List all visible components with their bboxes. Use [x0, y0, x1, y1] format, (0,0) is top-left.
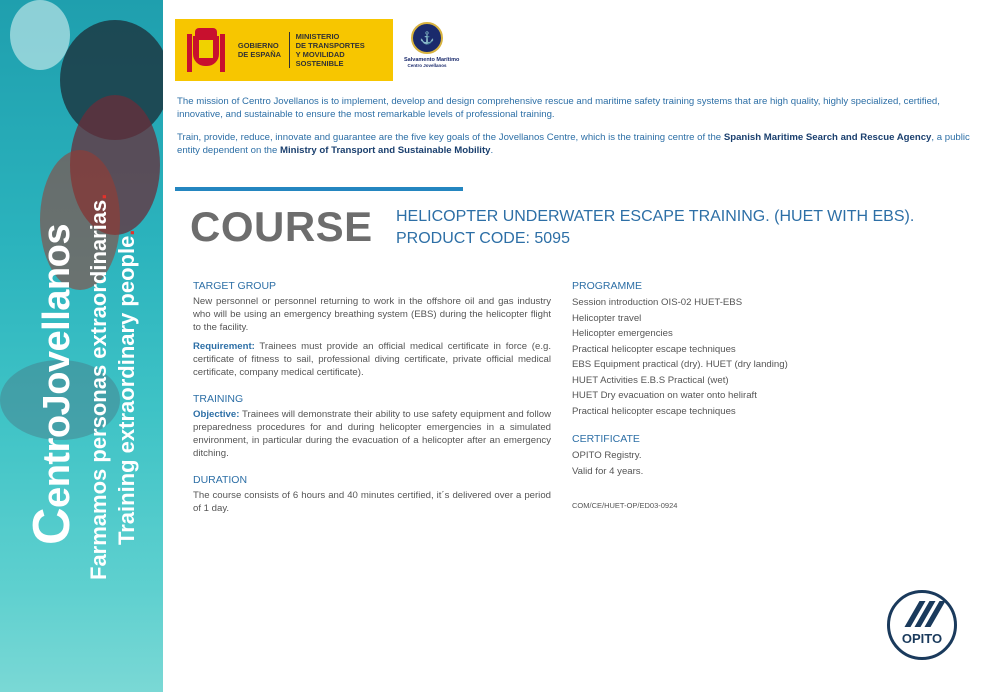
duration-heading: DURATION — [193, 474, 248, 486]
programme-item: Session introduction OIS-02 HUET-EBS — [572, 297, 743, 308]
product-code: PRODUCT CODE: 5095 — [396, 230, 570, 247]
target-group-heading: TARGET GROUP — [193, 280, 277, 292]
programme-item: Helicopter emergencies — [572, 328, 673, 339]
slogan-spanish: Farmamos personas extraordinarias. — [86, 193, 111, 580]
mission-paragraph-1: The mission of Centro Jovellanos is to implement, develop and design comprehensive rescue and maritime safety training systems that are high quality, highly specialized, certified, innovative, and sustainable to ensure the most remarkable levels of professional training. — [177, 96, 940, 120]
programme-heading: PROGRAMME — [572, 280, 643, 292]
programme-item: HUET Activities E.B.S Practical (wet) — [572, 374, 729, 386]
target-group-section — [193, 280, 551, 379]
mission-paragraph-2: Train, provide, reduce, innovate and guarantee are the five key goals of the Jovellanos Centre, which is the training centre of the Spanish Maritime Search and Rescue Agency, a public entity dependent on the Ministry of Transport and Sustainable Mobility. — [177, 132, 970, 156]
programme-item: Helicopter travel — [572, 312, 642, 324]
programme-item: Practical helicopter escape techniques — [572, 343, 736, 355]
programme-item: HUET Dry evacuation on water onto heliraft — [572, 390, 757, 401]
duration-section — [193, 474, 551, 515]
mission-statement — [177, 95, 987, 157]
slogan-english: Training extraordinary people. — [114, 229, 139, 545]
training-heading: TRAINING — [193, 393, 244, 405]
salvamento-logo: ⚓ Salvamento Marítimo Centro Jovellanos — [404, 22, 450, 82]
requirement-text: Requirement: Trainees must provide an official medical certificate in force (e.g. certificate of fitness to sail, professional diving certificate, private official medical certificate, company medical certificate). — [193, 341, 551, 378]
duration-text: The course consists of 6 hours and 40 minutes certified, it´s delivered over a period of 1 day. — [193, 490, 551, 514]
right-column — [572, 280, 902, 526]
government-logo — [175, 19, 393, 81]
certificate-section — [572, 433, 902, 512]
certificate-heading: CERTIFICATE — [572, 433, 640, 445]
brand-vertical: CentroJovellanos — [23, 224, 81, 545]
left-column — [193, 280, 551, 529]
document-reference: COM/CE/HUET-OP/ED03-0924 — [572, 501, 678, 510]
opito-stripes-icon — [906, 601, 942, 627]
certificate-validity: Valid for 4 years. — [572, 465, 644, 477]
section-divider — [175, 187, 463, 191]
gov-name: GOBIERNO DE ESPAÑA — [237, 41, 282, 59]
programme-item: EBS Equipment practical (dry). HUET (dry landing) — [572, 359, 788, 370]
course-title: HELICOPTER UNDERWATER ESCAPE TRAINING. (HUET WITH EBS). PRODUCT CODE: 5095 — [396, 206, 914, 250]
gov-divider — [289, 32, 290, 68]
training-section — [193, 393, 551, 460]
coat-of-arms-icon — [185, 26, 226, 74]
target-group-text: New personnel or personnel returning to work in the offshore oil and gas industry who will be using an emergency breathing system (EBS) during the helicopter flight to the facility. — [193, 296, 551, 333]
programme-item: Practical helicopter escape techniques — [572, 405, 736, 417]
salvamento-emblem-icon: ⚓ — [411, 22, 443, 54]
course-label: COURSE — [190, 203, 373, 250]
objective-text: Objective: Trainees will demonstrate their ability to use safety equipment and follow preparedness procedures for and during helicopter emergencies in a simulated environment, in particular during the evacuation of a helicopter after an emergency ditching. — [193, 409, 551, 459]
photo-highlight — [10, 0, 70, 70]
sidebar-photo-strip — [0, 0, 163, 692]
ministry-name: MINISTERIO DE TRANSPORTES Y MOVILIDAD SOSTENIBLE — [295, 32, 365, 68]
opito-logo: OPITO — [887, 590, 957, 660]
programme-section — [572, 280, 902, 419]
certificate-registry: OPITO Registry. — [572, 450, 642, 461]
